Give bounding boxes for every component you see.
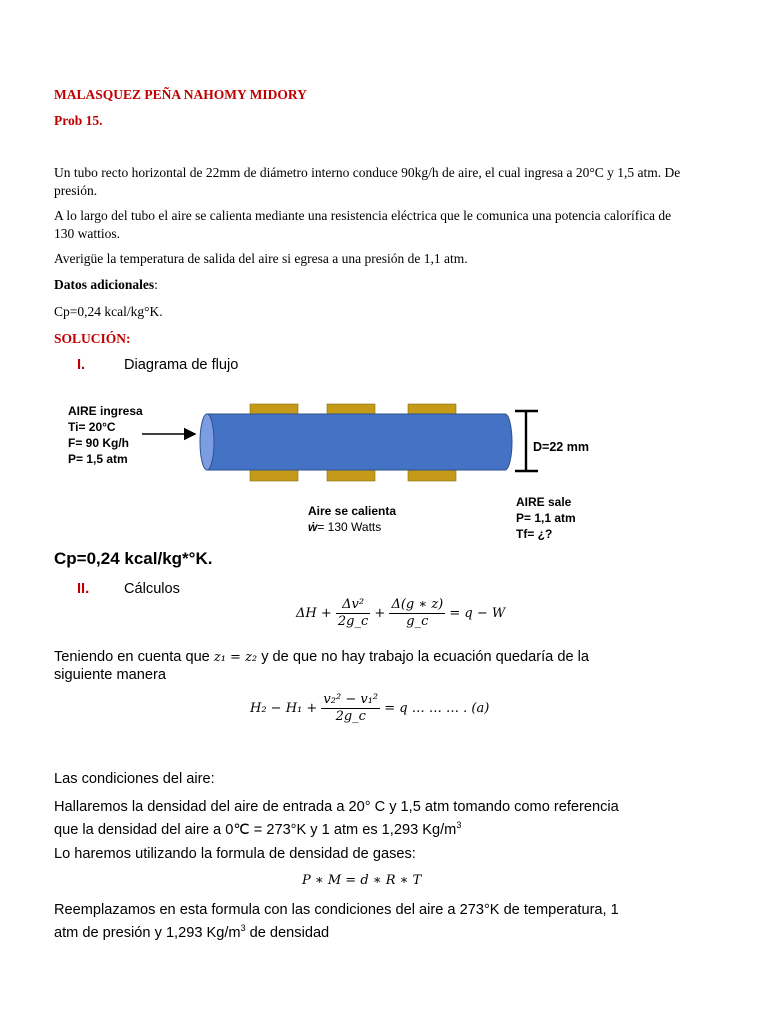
assumption-text: Teniendo en cuenta que z₁ = z₂ y de que no hay trabajo la ecuación quedaría de la [54, 649, 589, 665]
section-2-title: Cálculos [124, 581, 180, 597]
additional-data-label: Datos adicionales: [54, 277, 158, 292]
heating-labels: Aire se calienta ẇ= 130 Watts [308, 504, 397, 534]
statement-paragraph-1: Un tubo recto horizontal de 22mm de diámetro interno conduce 90kg/h de aire, el cual ingresa a 20°C y 1,5 atm. De presión. [54, 165, 681, 198]
density-text-line-1: Hallaremos la densidad del aire de entrada a 20° C y 1,5 atm tomando como referencia [54, 799, 619, 815]
section-2-number: II. [77, 581, 90, 597]
replacement-text-line-1: Reemplazamos en esta formula con las condiciones del aire a 273°K de temperatura, 1 [54, 902, 619, 918]
diameter-label: D=22 mm [533, 440, 589, 454]
energy-balance-equation: ΔH + $\frac{\text{Δv²}}{2g\_c}$ + $\frac{\Delta(g ∗ z)}{g\_c}$ = q − W [296, 597, 506, 629]
cp-value: Cp=0,24 kcal/kg°K. [54, 304, 163, 319]
solution-title: SOLUCIÓN: [54, 331, 131, 346]
problem-number: Prob 15. [54, 113, 103, 128]
cp-heading: Cp=0,24 kcal/kg*°K. [54, 549, 213, 568]
assumption-text-line-2: siguiente manera [54, 667, 166, 683]
section-1-title: Diagrama de flujo [124, 357, 239, 373]
gas-density-text: Lo haremos utilizando la formula de densidad de gases: [54, 846, 416, 862]
simplified-equation: H₂ − H₁ + $\frac{\text{v₂² − v₁²}}{2g\_c}$ = q … … … . (a) [250, 692, 490, 724]
heater-bottom-1 [250, 469, 298, 481]
section-1-number: I. [77, 357, 86, 373]
statement-paragraph-3: Averigüe la temperatura de salida del aire si egresa a una presión de 1,1 atm. [54, 251, 468, 266]
author-name: MALASQUEZ PEÑA NAHOMY MIDORY [54, 87, 307, 102]
gas-density-formula: P ∗ M = d ∗ R ∗ T [302, 873, 422, 888]
outlet-labels: AIRE sale P= 1,1 atm Tf= ¿? [516, 495, 576, 541]
tube-body [207, 414, 512, 470]
density-text-line-2: que la densidad del aire a 0℃ = 273°K y 1 atm es 1,293 $Kg/m^3$ [54, 820, 462, 838]
heater-bottom-2 [327, 469, 375, 481]
tube-inlet-end [200, 414, 214, 470]
replacement-text-line-2: atm de presión y 1,293 $Kg/m^3$ de densidad [54, 923, 330, 941]
air-conditions-heading: Las condiciones del aire: [54, 771, 215, 787]
statement-paragraph-2: A lo largo del tubo el aire se calienta mediante una resistencia eléctrica que le comunica una potencia calorífica de 130 wattios. [54, 208, 672, 241]
inlet-labels: AIRE ingresa Ti= 20°C F= 90 Kg/h P= 1,5 atm [68, 404, 143, 466]
heater-bottom-3 [408, 469, 456, 481]
